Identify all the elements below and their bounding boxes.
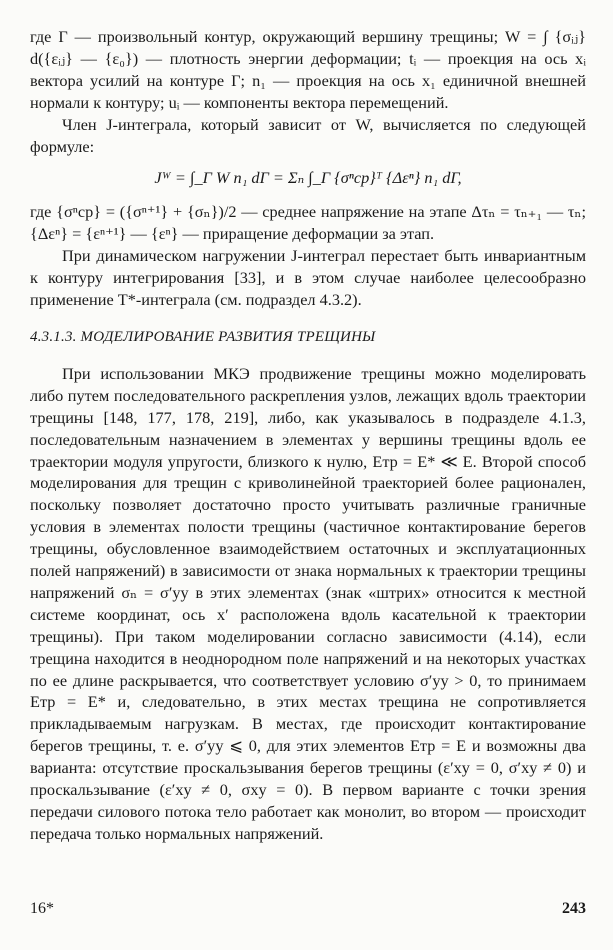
page-number: 243 — [562, 900, 586, 917]
page-footer — [30, 900, 586, 918]
section-heading: 4.3.1.3. МОДЕЛИРОВАНИЕ РАЗВИТИЯ ТРЕЩИНЫ — [30, 328, 376, 345]
paragraph-formula-explanation: где {σⁿср} = ({σⁿ⁺¹} + {σₙ})/2 — среднее напряжение на этапе Δτₙ = τₙ₊₁ — τₙ; {Δεⁿ} = {εⁿ⁺¹} — {εⁿ} — приращение деформации за этап. — [30, 202, 586, 244]
paragraph-crack-modeling: При использовании МКЭ продвижение трещины можно моделировать либо путем последовательного раскрепления узлов, лежащих вдоль траектории трещины [148, 177, 178, 219], либо, как указывалось в подразделе 4.1.3, последовательным назначением в элементах у вершины трещины вдоль ее траектории модуля упругости, близкого к нулю, Eтр = E* ≪ E. Второй способ моделирования для трещин с криволинейной траекторией более рационален, поскольку позволяет достаточно просто учитывать различные граничные условия в элементах полости трещины (частичное контактирование берегов трещины, обусловленное взаимодействием остаточных и эксплуатационных полей напряжений) в зависимости от знака нормальных к траектории трещины напряжений σₙ = σ′yy в этих элементах (знак «штрих» относится к местной системе координат, ось x′ расположена вдоль касательной к траектории трещины). При таком моделировании согласно зависимости (4.14), если трещина находится в неоднородном поле напряжений и на некоторых участках по ее длине раскрывается, что соответствует условию σ′yy > 0, то принимаем Eтр = E* и, следовательно, в этих местах трещина не сопротивляется прикладываемым нагрузкам. В местах, где происходит контактирование берегов трещины, т. е. σ′yy ⩽ 0, для этих элементов Eтр = E и возможны два варианта: отсутствие проскальзывания берегов трещины (ε′xy = 0, σ′xy ≠ 0) и проскальзывание (ε′xy ≠ 0, σxy = 0). В первом варианте с точки зрения передачи силового потока тело работает как монолит, во втором — происходит передача только нормальных напряжений. — [30, 363, 586, 843]
paragraph-definitions: где Γ — произвольный контур, окружающий вершину трещины; W = ∫ {σᵢⱼ} d({εᵢⱼ} — {ε₀}) — плотность энергии деформации; tᵢ — проекция на ось xᵢ вектора усилий на контуре Γ; n₁ — проекция на ось x₁ единичной внешней нормали к контуру; uᵢ — компоненты вектора перемещений. — [30, 27, 586, 112]
signature-mark: 16* — [30, 900, 54, 917]
page-body — [30, 26, 586, 845]
paragraph-dynamic-loading: При динамическом нагружении J-интеграл перестает быть инвариантным к контуру интегрирования [33], и в этом случае наиболее целесообразно применение T*-интеграла (см. подраздел 4.3.2). — [30, 246, 586, 310]
formula-j-w: Jᵂ = ∫_Γ W n₁ dΓ = Σₙ ∫_Γ {σⁿср}ᵀ {Δεⁿ} n₁ dΓ, — [154, 168, 462, 188]
paragraph-j-integral-term: Член J-интеграла, который зависит от W, вычисляется по следующей формуле: — [30, 114, 586, 156]
